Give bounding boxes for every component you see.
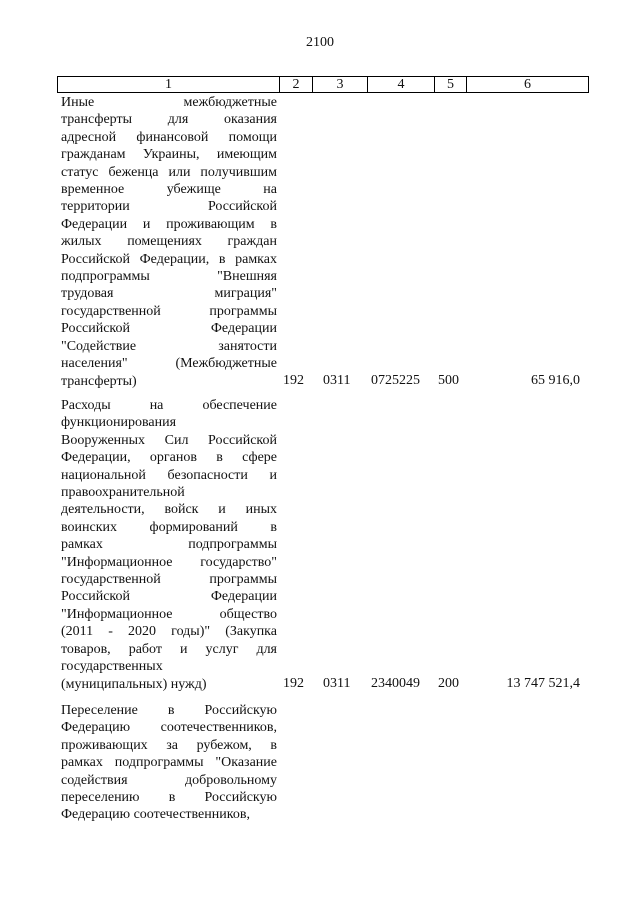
description-line: рамках подпрограммы [61, 537, 277, 553]
description-line: государственной программы [61, 572, 277, 588]
description-line: трансферты для оказания [61, 112, 277, 128]
cell-col5: 200 [438, 676, 459, 691]
description-line: содействия добровольному [61, 772, 277, 788]
table-header-row [57, 76, 589, 93]
description-line: (муниципальных) нужд) [61, 676, 207, 692]
description-line: товаров, работ и услуг для [61, 641, 277, 657]
description-line: Российской Федерации, в рамках [61, 251, 277, 267]
description-line: Вооруженных Сил Российской [61, 432, 277, 448]
column-header-6: 6 [524, 77, 531, 92]
description-line: национальной безопасности и [61, 467, 277, 483]
cell-col4: 0725225 [371, 373, 420, 388]
description-line: Российской Федерации [61, 321, 277, 337]
description-line: деятельности, войск и иных [61, 502, 277, 518]
description-line: статус беженца или получившим [61, 164, 277, 180]
cell-col6: 13 747 521,4 [506, 676, 580, 691]
description-line: жилых помещениях граждан [61, 234, 277, 250]
description-line: временное убежище на [61, 182, 277, 198]
description-line: Федерации и проживающим в [61, 216, 277, 232]
cell-col5: 500 [438, 373, 459, 388]
cell-col3: 0311 [323, 373, 351, 388]
description-line: государственной программы [61, 303, 277, 319]
description-line: государственных [61, 659, 163, 675]
description-line: "Содействие занятости [61, 338, 277, 354]
description-line: Федерацию соотечественников, [61, 720, 277, 736]
description-line: функционирования [61, 415, 177, 431]
column-header-4: 4 [368, 77, 435, 92]
description-line: "Информационное государство" [61, 554, 277, 570]
description-line: проживающих за рубежом, в [61, 737, 277, 753]
description-line: "Информационное общество [61, 606, 277, 622]
description-line: (2011 - 2020 годы)" (Закупка [61, 624, 277, 640]
column-header-1: 1 [58, 77, 280, 92]
description-line: Переселение в Российскую [61, 703, 277, 718]
column-header-3: 3 [313, 77, 368, 92]
description-line: трудовая миграция" [61, 286, 277, 302]
page-number: 2100 [306, 35, 334, 50]
cell-col4: 2340049 [371, 676, 420, 691]
description-line: правоохранительной [61, 485, 185, 501]
description-line: гражданам Украины, имеющим [61, 147, 277, 163]
description-line: населения" (Межбюджетные [61, 356, 277, 372]
description-line: переселению в Российскую [61, 790, 277, 806]
description-line: Иные межбюджетные [61, 95, 277, 110]
description-line: Федерации, органов в сфере [61, 450, 277, 466]
description-line: адресной финансовой помощи [61, 129, 277, 145]
column-header-5: 5 [435, 77, 467, 92]
description-line: Федерацию соотечественников, [61, 807, 250, 823]
row-description [61, 702, 277, 824]
description-line: рамках подпрограммы "Оказание [61, 755, 277, 771]
cell-col2: 192 [283, 373, 304, 388]
row-description [61, 94, 277, 390]
cell-col3: 0311 [323, 676, 351, 691]
description-line: трансферты) [61, 373, 137, 389]
cell-col2: 192 [283, 676, 304, 691]
description-line: территории Российской [61, 199, 277, 215]
row-description [61, 397, 277, 693]
description-line: воинских формирований в [61, 519, 277, 535]
description-line: Расходы на обеспечение [61, 398, 277, 413]
description-line: подпрограммы "Внешняя [61, 269, 277, 285]
description-line: Российской Федерации [61, 589, 277, 605]
cell-col6: 65 916,0 [531, 373, 580, 388]
column-header-2: 2 [280, 77, 313, 92]
